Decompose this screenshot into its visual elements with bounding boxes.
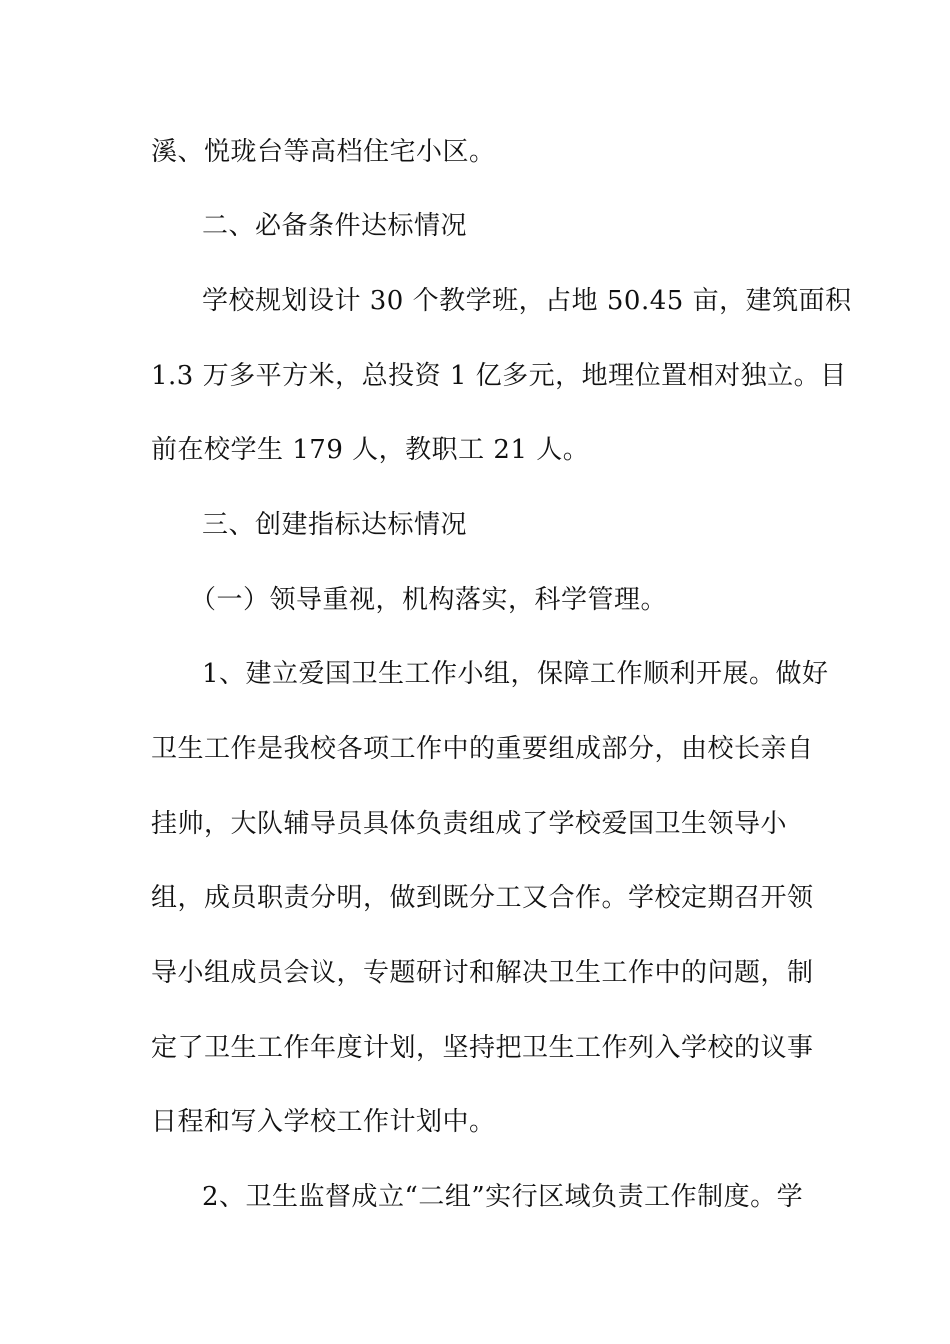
section-heading: 三、创建指标达标情况 — [202, 510, 468, 540]
text-line: 1、建立爱国卫生工作小组，保障工作顺利开展。做好 — [202, 659, 829, 689]
text-line: 定了卫生工作年度计划，坚持把卫生工作列入学校的议事 — [151, 1033, 814, 1063]
section-heading: 二、必备条件达标情况 — [202, 211, 468, 241]
subsection-heading: （一）领导重视，机构落实，科学管理。 — [190, 585, 668, 615]
text-line: 组，成员职责分明，做到既分工又合作。学校定期召开领 — [151, 883, 814, 913]
text-line: 溪、悦珑台等高档住宅小区。 — [151, 137, 496, 167]
text-line: 导小组成员会议，专题研讨和解决卫生工作中的问题，制 — [151, 958, 814, 988]
text-line: 1.3 万多平方米，总投资 1 亿多元，地理位置相对独立。目 — [151, 361, 847, 391]
text-line: 挂帅，大队辅导员具体负责组成了学校爱国卫生领导小 — [151, 809, 788, 839]
text-line: 前在校学生 179 人，教职工 21 人。 — [151, 435, 590, 465]
text-line: 2、卫生监督成立“二组”实行区域负责工作制度。学 — [202, 1182, 804, 1212]
text-line: 学校规划设计 30 个教学班，占地 50.45 亩，建筑面积 — [202, 286, 852, 316]
text-line: 日程和写入学校工作计划中。 — [151, 1107, 496, 1137]
text-line: 卫生工作是我校各项工作中的重要组成部分，由校长亲自 — [151, 734, 814, 764]
